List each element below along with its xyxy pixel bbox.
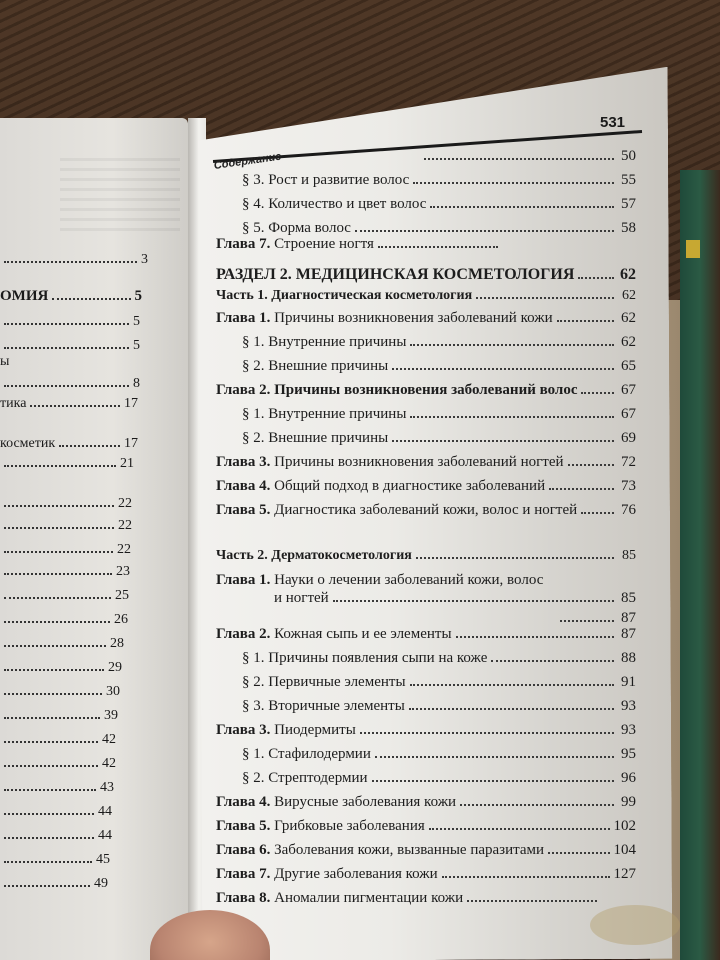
toc-label: § 2. Стрептодермии <box>242 770 368 786</box>
chapter-title: Причины возникновения заболеваний кожи <box>274 310 553 326</box>
dot-leader <box>549 488 614 490</box>
chapter-prefix: Глава 7. <box>216 866 271 882</box>
chapter-title: Кожная сыпь и ее элементы <box>274 626 452 642</box>
left-toc-page: 8 <box>133 376 140 391</box>
toc-page: 76 <box>621 502 636 518</box>
toc-label: РАЗДЕЛ 2. МЕДИЦИНСКАЯ КОСМЕТОЛОГИЯ <box>216 266 575 283</box>
left-toc-page: 5 <box>133 314 140 329</box>
chapter-prefix: Глава 4. <box>216 794 271 810</box>
dot-leader <box>491 660 614 662</box>
toc-row <box>420 148 636 170</box>
chapter-title: Причины возникновения заболеваний волос <box>274 382 578 398</box>
toc-row <box>216 746 636 768</box>
toc-page: 96 <box>621 770 636 786</box>
toc-label: § 2. Внешние причины <box>242 358 389 374</box>
toc-row <box>216 698 636 720</box>
toc-row <box>216 650 636 672</box>
toc-page: 73 <box>621 478 636 494</box>
dot-leader <box>333 600 614 602</box>
toc-label: § 4. Количество и цвет волос <box>242 196 427 212</box>
toc-page: 65 <box>621 358 636 374</box>
toc-label <box>216 454 568 471</box>
toc-row <box>216 406 636 428</box>
left-toc-page: 5 <box>134 288 142 304</box>
toc-label: § 1. Внутренние причины <box>242 406 407 422</box>
toc-label: § 3. Рост и развитие волос <box>242 172 410 188</box>
left-toc-page: 29 <box>108 660 122 675</box>
chapter-title: Аномалии пигментации кожи <box>274 890 464 906</box>
toc-page: 127 <box>613 866 636 882</box>
chapter-prefix: Глава 1. <box>216 310 271 326</box>
dot-leader <box>578 277 614 279</box>
toc-page: 99 <box>621 794 636 810</box>
toc-row <box>216 358 636 380</box>
chapter-prefix: Глава 5. <box>216 502 271 518</box>
toc-label: и ногтей <box>274 590 329 606</box>
chapter-prefix: Глава 3. <box>216 454 271 470</box>
dot-leader <box>375 756 614 758</box>
dot-leader <box>372 780 614 782</box>
toc-row <box>216 674 636 696</box>
dot-leader <box>467 900 597 902</box>
toc-label <box>216 572 547 589</box>
toc-row <box>216 626 636 648</box>
dot-leader <box>557 320 614 322</box>
toc-row <box>216 722 636 744</box>
toc-label: § 5. Форма волос <box>242 220 351 236</box>
toc-row <box>216 430 636 452</box>
chapter-prefix: Глава 6. <box>216 842 271 858</box>
toc-row <box>216 236 636 258</box>
dot-leader <box>429 828 610 830</box>
dot-leader <box>392 440 614 442</box>
toc-label: Часть 1. Диагностическая косметология <box>216 288 473 303</box>
toc-label <box>216 890 467 907</box>
toc-row-part <box>216 548 636 570</box>
toc-row <box>216 890 636 912</box>
toc-label: § 1. Причины появления сыпи на коже <box>242 650 488 666</box>
toc-label <box>216 866 442 883</box>
toc-row <box>216 172 636 194</box>
toc-page: 88 <box>621 650 636 666</box>
toc-row <box>216 310 636 332</box>
dot-leader <box>410 684 614 686</box>
dot-leader <box>430 206 614 208</box>
toc-page: 62 <box>621 334 636 350</box>
toc-page: 62 <box>620 266 636 283</box>
toc-row <box>216 454 636 476</box>
toc-label <box>216 310 557 327</box>
left-toc-page: 17 <box>124 396 138 411</box>
toc-label <box>216 382 581 399</box>
dot-leader <box>410 416 614 418</box>
toc-page: 62 <box>622 288 636 303</box>
left-toc-page: 43 <box>100 780 114 795</box>
dot-leader <box>360 732 614 734</box>
toc-row <box>216 382 636 404</box>
toc-row <box>216 818 636 840</box>
toc-label: § 2. Внешние причины <box>242 430 389 446</box>
chapter-title: Диагностика заболеваний кожи, волос и ногтей <box>274 502 578 518</box>
dot-leader <box>581 392 614 394</box>
left-toc-page: 22 <box>118 518 132 533</box>
left-toc-page: 22 <box>118 496 132 511</box>
toc-label <box>216 794 460 811</box>
toc-page: 69 <box>621 430 636 446</box>
left-toc-page: 23 <box>116 564 130 579</box>
dot-leader <box>568 464 615 466</box>
toc-label: Часть 2. Дерматокосметология <box>216 548 412 563</box>
left-toc-page: 26 <box>114 612 128 627</box>
left-toc-label: косметик <box>0 436 56 451</box>
dot-leader <box>456 636 614 638</box>
left-toc-page: 30 <box>106 684 120 699</box>
left-toc-page: 28 <box>110 636 124 651</box>
toc-page: 102 <box>613 818 636 834</box>
toc-label <box>216 818 429 835</box>
toc-page: 67 <box>621 382 636 398</box>
toc-page: 95 <box>621 746 636 762</box>
chapter-title: Грибковые заболевания <box>274 818 425 834</box>
left-toc-label: ОМИЯ <box>0 288 49 304</box>
toc-page: 104 <box>613 842 636 858</box>
toc-page: 62 <box>621 310 636 326</box>
chapter-prefix: Глава 1. <box>216 572 271 588</box>
chapter-prefix: Глава 3. <box>216 722 271 738</box>
dot-leader <box>416 557 614 559</box>
chapter-prefix: Глава 2. <box>216 626 271 642</box>
toc-row <box>216 794 636 816</box>
running-head: Содержание <box>213 150 283 172</box>
chapter-prefix: Глава 7. <box>216 236 271 252</box>
toc-label: § 1. Внутренние причины <box>242 334 407 350</box>
dot-leader <box>424 158 614 160</box>
chapter-title: Пиодермиты <box>274 722 356 738</box>
dot-leader <box>378 246 498 248</box>
toc-label: § 1. Стафилодермии <box>242 746 371 762</box>
dot-leader <box>409 708 614 710</box>
toc-page: 50 <box>621 148 636 164</box>
dot-leader <box>548 852 609 854</box>
toc-label <box>216 502 581 519</box>
chapter-prefix: Глава 4. <box>216 478 271 494</box>
toc-page: 72 <box>621 454 636 470</box>
toc-row <box>216 770 636 792</box>
dot-leader <box>392 368 614 370</box>
chapter-prefix: Глава 8. <box>216 890 271 906</box>
left-toc-page: 5 <box>133 338 140 353</box>
dot-leader <box>442 876 610 878</box>
toc-page: 93 <box>621 722 636 738</box>
chapter-title: Строение ногтя <box>274 236 374 252</box>
left-toc-page: 25 <box>115 588 129 603</box>
chapter-title: Вирусные заболевания кожи <box>274 794 457 810</box>
toc-row <box>216 478 636 500</box>
left-toc-page: 21 <box>120 456 134 471</box>
toc-label: § 2. Первичные элементы <box>242 674 406 690</box>
toc-row <box>216 866 636 888</box>
toc-page: 87 <box>621 626 636 642</box>
chapter-prefix: Глава 5. <box>216 818 271 834</box>
toc-row <box>216 196 636 218</box>
toc-label <box>216 722 360 739</box>
dot-leader <box>355 230 614 232</box>
dot-leader <box>476 297 614 299</box>
dot-leader <box>413 182 614 184</box>
page-number: 531 <box>600 114 626 131</box>
dot-leader <box>410 344 614 346</box>
toc-label <box>216 478 549 495</box>
toc-page: 93 <box>621 698 636 714</box>
toc-row <box>216 842 636 864</box>
left-toc-page: 42 <box>102 732 116 747</box>
toc-row <box>216 590 636 612</box>
left-toc-page: 39 <box>104 708 118 723</box>
chapter-title: Науки о лечении заболеваний кожи, волос <box>274 572 544 588</box>
left-toc-label: тика <box>0 396 27 411</box>
toc-page: 85 <box>622 548 636 563</box>
toc-page: 57 <box>621 196 636 212</box>
left-toc-page: 44 <box>98 828 112 843</box>
dot-leader <box>460 804 614 806</box>
dot-leader <box>581 512 614 514</box>
toc-row-part <box>216 288 636 310</box>
toc-row <box>216 502 636 524</box>
toc-label: § 3. Вторичные элементы <box>242 698 405 714</box>
left-toc-page: 17 <box>124 436 138 451</box>
toc-row-section <box>216 266 636 288</box>
toc-label <box>216 842 548 859</box>
left-toc-label: ы <box>0 354 10 369</box>
toc-label <box>216 236 378 253</box>
toc-row <box>216 334 636 356</box>
left-toc-page: 22 <box>117 542 131 557</box>
page-stain <box>590 905 680 945</box>
left-toc-page: 3 <box>141 252 148 267</box>
toc-page: 87 <box>621 610 636 626</box>
toc-page: 55 <box>621 172 636 188</box>
toc-label <box>216 626 456 643</box>
toc-page: 58 <box>621 220 636 236</box>
left-toc-page: 44 <box>98 804 112 819</box>
left-toc-page: 42 <box>102 756 116 771</box>
chapter-title: Заболевания кожи, вызванные паразитами <box>274 842 545 858</box>
left-toc-page: 45 <box>96 852 110 867</box>
chapter-title: Общий подход в диагностике заболеваний <box>274 478 546 494</box>
chapter-title: Другие заболевания кожи <box>274 866 438 882</box>
dot-leader <box>560 620 614 622</box>
toc-page: 85 <box>621 590 636 606</box>
left-toc-page: 49 <box>94 876 108 891</box>
chapter-prefix: Глава 2. <box>216 382 271 398</box>
chapter-title: Причины возникновения заболеваний ногтей <box>274 454 564 470</box>
toc-page: 67 <box>621 406 636 422</box>
toc-page: 91 <box>621 674 636 690</box>
